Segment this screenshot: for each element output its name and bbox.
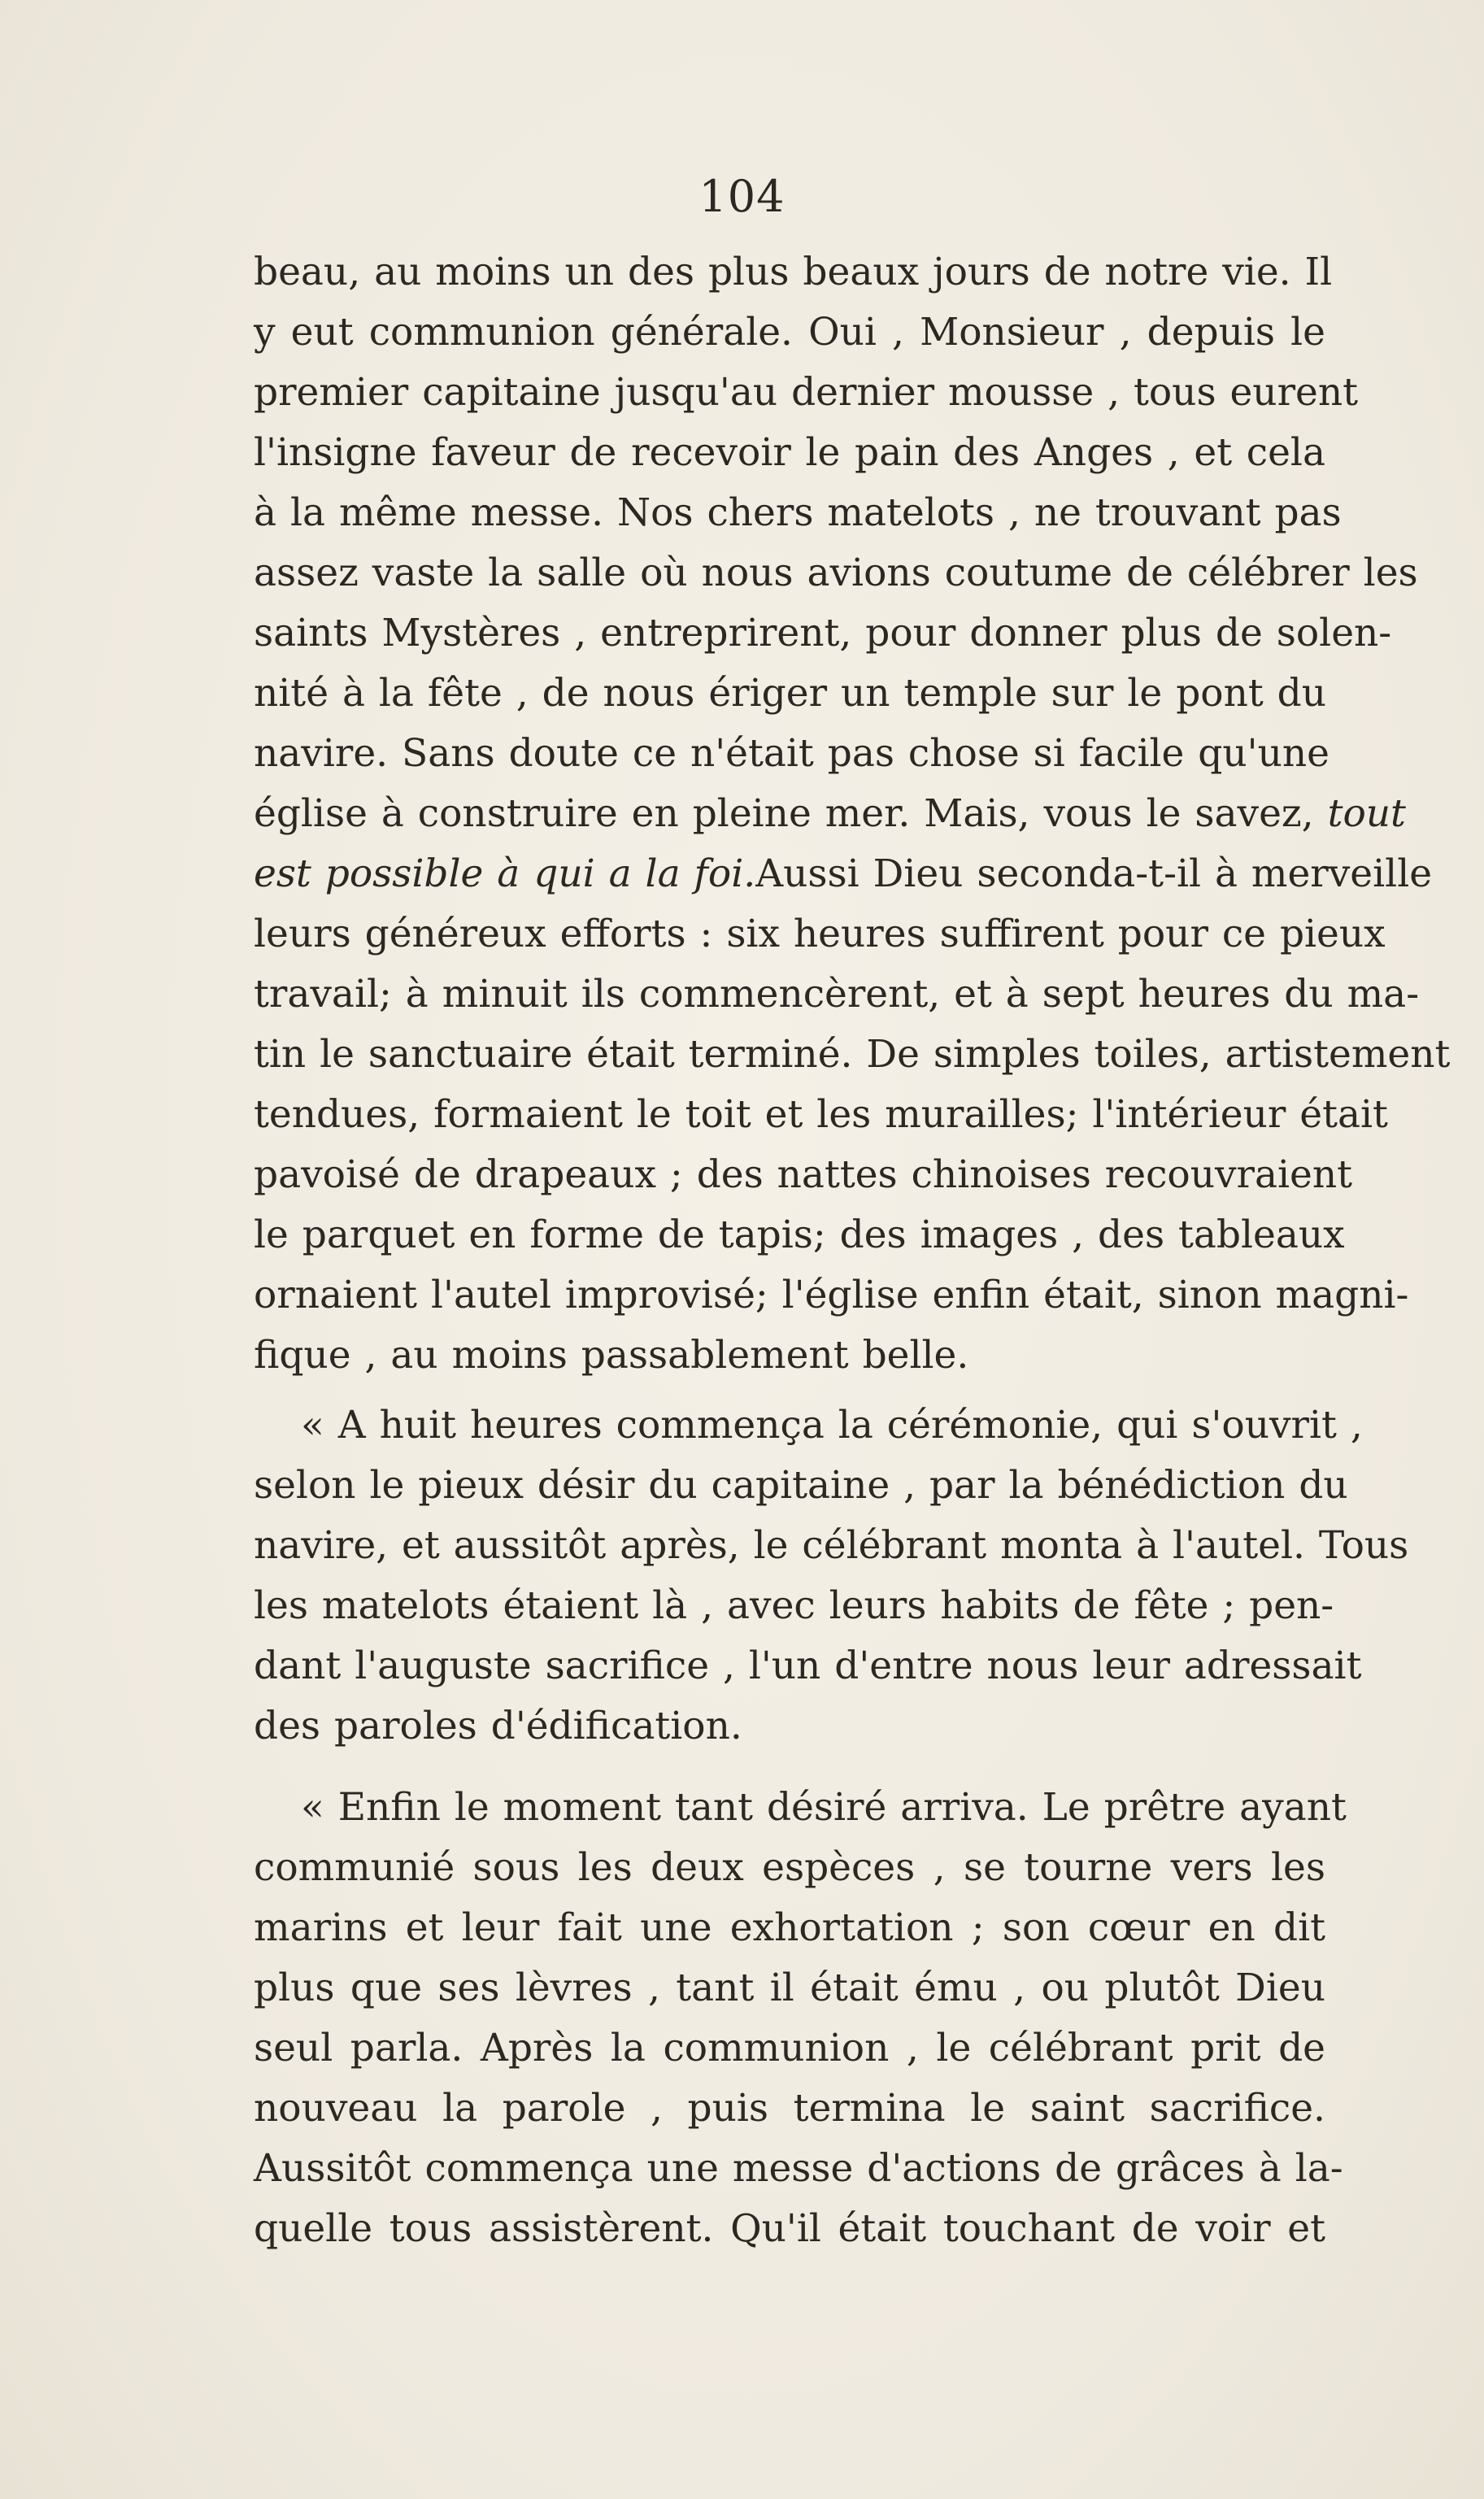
text-line: assez vaste la salle où nous avions coutume de célébrer les <box>254 551 1418 595</box>
text-line: fique , au moins passablement belle. <box>254 1333 969 1378</box>
text-line: l'insigne faveur de recevoir le pain des Anges , et cela <box>254 430 1325 475</box>
text-line: à la même messe. Nos chers matelots , ne trouvant pas <box>254 490 1342 535</box>
text-line: tendues, formaient le toit et les murailles; l'intérieur était <box>254 1092 1388 1137</box>
text-line: saints Mystères , entreprirent, pour donner plus de solen- <box>254 611 1392 655</box>
text-line: « Enfin le moment tant désiré arriva. Le prêtre ayant <box>301 1785 1347 1830</box>
text-line: communié sous les deux espèces , se tourne vers les <box>254 1845 1325 1890</box>
page-number: 104 <box>698 171 786 222</box>
text-line: le parquet en forme de tapis; des images , des tableaux <box>254 1212 1345 1257</box>
text-line: leurs généreux efforts : six heures suffirent pour ce pieux <box>254 912 1386 956</box>
text-line: « A huit heures commença la cérémonie, qui s'ouvrit , <box>301 1403 1363 1448</box>
body-text <box>254 242 1451 2259</box>
text-line: des paroles d'édification. <box>254 1704 742 1748</box>
text-line: tin le sanctuaire était terminé. De simples toiles, artistement <box>254 1032 1451 1077</box>
text-line: seul parla. Après la communion , le célébrant prit de <box>254 2026 1325 2070</box>
text-line: quelle tous assistèrent. Qu'il était touchant de voir et <box>254 2206 1325 2251</box>
text-line: marins et leur fait une exhortation ; son cœur en dit <box>254 1905 1325 1950</box>
text-line: Aussitôt commença une messe d'actions de grâces à la- <box>254 2146 1343 2191</box>
text-line: navire, et aussitôt après, le célébrant monta à l'autel. Tous <box>254 1523 1409 1568</box>
italic-phrase: tout <box>1327 791 1406 836</box>
text-line: dant l'auguste sacrifice , l'un d'entre nous leur adressait <box>254 1644 1362 1688</box>
italic-phrase: est possible à qui a la foi. <box>254 851 756 896</box>
text-line-with-italic <box>254 844 1433 904</box>
text-line-with-italic <box>254 784 1406 844</box>
text-line: pavoisé de drapeaux ; des nattes chinoises recouvraient <box>254 1152 1353 1197</box>
text-line: travail; à minuit ils commencèrent, et à sept heures du ma- <box>254 972 1420 1017</box>
text-line: y eut communion générale. Oui , Monsieur , depuis le <box>254 310 1325 355</box>
text-line: ornaient l'autel improvisé; l'église enfin était, sinon magni- <box>254 1273 1409 1317</box>
text-line: selon le pieux désir du capitaine , par la bénédiction du <box>254 1463 1348 1508</box>
line-text: Aussi Dieu seconda-t-il à merveille <box>755 851 1433 896</box>
text-line: nité à la fête , de nous ériger un temple sur le pont du <box>254 671 1327 716</box>
text-line: navire. Sans doute ce n'était pas chose si facile qu'une <box>254 731 1330 776</box>
line-text: église à construire en pleine mer. Mais, vous le savez, <box>254 791 1314 836</box>
text-line: nouveau la parole , puis termina le saint sacrifice. <box>254 2086 1325 2131</box>
text-line: beau, au moins un des plus beaux jours de notre vie. Il <box>254 250 1333 294</box>
text-line: premier capitaine jusqu'au dernier mousse , tous eurent <box>254 370 1359 415</box>
text-line: les matelots étaient là , avec leurs habits de fête ; pen- <box>254 1583 1334 1628</box>
text-line: plus que ses lèvres , tant il était ému , ou plutôt Dieu <box>254 1966 1325 2010</box>
